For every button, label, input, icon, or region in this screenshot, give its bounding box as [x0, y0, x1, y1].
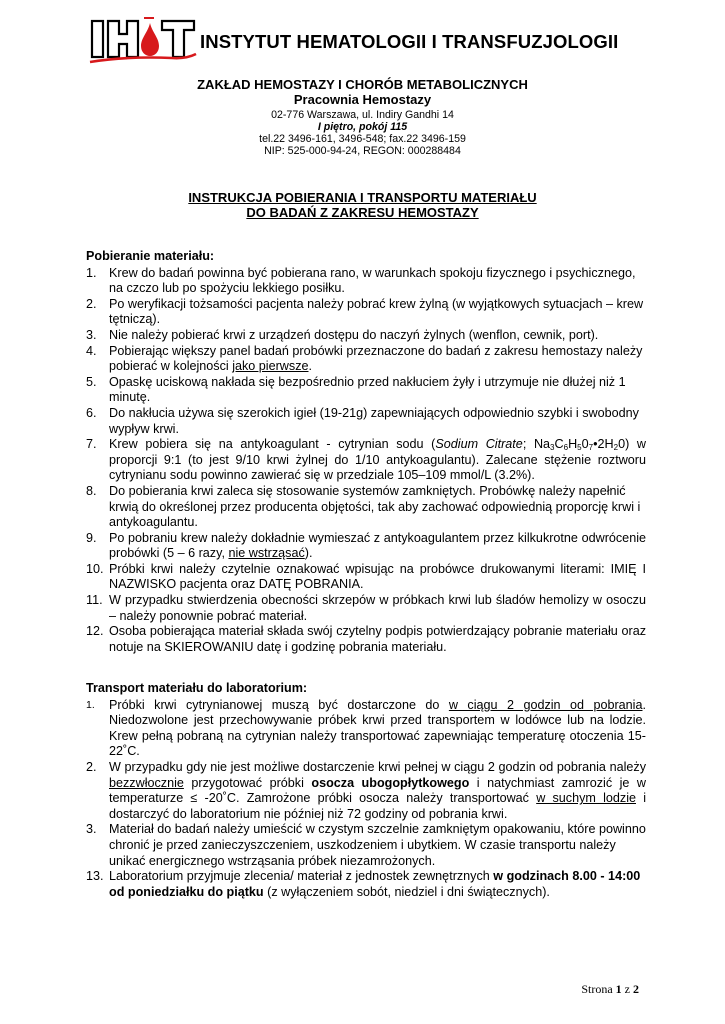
list-item: 13. Laboratorium przyjmuje zlecenia/ materiał z jednostek zewnętrznych w godzinach 8.00 - 14:00 od poniedziałku do piątku (z wyłączeniem sobót, niedziel i dni świątecznych). [86, 869, 641, 899]
transport-list [86, 698, 646, 901]
ihit-logo [88, 14, 200, 64]
department-name: ZAKŁAD HEMOSTAZY I CHORÓB METABOLICZNYCH [197, 77, 528, 92]
document-title-line1: INSTRUKCJA POBIERANIA I TRANSPORTU MATERIAŁU [188, 190, 537, 205]
institute-name: INSTYTUT HEMATOLOGII I TRANSFUZJOLOGII [200, 31, 619, 52]
lab-name: Pracownia Hemostazy [293, 92, 432, 107]
list-item: 1. Krew do badań powinna być pobierana rano, w warunkach spokoju fizycznego i psychicznego, na czczo lub po spożyciu lekkiego posiłku. [86, 265, 636, 296]
list-item: 11. W przypadku stwierdzenia obecności skrzepów w próbkach krwi lub śladów hemolizy w osoczu – należy ponownie pobrać materiał. [86, 593, 646, 623]
list-item: 6. Do nakłucia używa się szerokich igieł (19-21g) zapewniających odpowiednio szybki i swobodny wypływ krwi. [86, 405, 639, 436]
list-item: 10. Próbki krwi należy czytelnie oznakować wpisując na probówce drukowanymi literami: IMIĘ I NAZWISKO pacjenta oraz DATĘ POBRANIA. [86, 561, 646, 592]
letterhead [88, 14, 688, 64]
transport-heading: Transport materiału do laboratorium: [86, 681, 308, 695]
list-item: 3. Materiał do badań należy umieścić w czystym szczelnie zamkniętym opakowaniu, które powinno chronić je przed zanieczyszczeniem, uszkodzeniem i ubytkiem. W czasie transportu należy unikać energicznego wstrząsania próbek niezamrożonych. [86, 822, 646, 868]
nip-regon: NIP: 525-000-94-24, REGON: 000288484 [264, 145, 461, 157]
list-item: 9. Po pobraniu krew należy dokładnie wymieszać z antykoagulantem przez kilkukrotne odwrócenie probówki (5 – 6 razy, nie wstrząsać). [86, 530, 646, 561]
collection-list [86, 266, 646, 656]
page-number: Strona 1 z 2 [581, 982, 639, 996]
list-item: 4. Pobierając większy panel badań probówki przeznaczone do badań z zakresu hemostazy należy pobierać w kolejności jako pierwsze. [86, 343, 643, 374]
list-item: 2. W przypadku gdy nie jest możliwe dostarczenie krwi pełnej w ciągu 2 godzin od pobrania należy bezzwłocznie przygotować próbki osocza ubogopłytkowego i natychmiast zamrozić je w temperaturze ≤ -20˚C. Zamrożone próbki osocza należy transportować w suchym lodzie i dostarczyć do laboratorium nie później niż 72 godziny od pobrania krwi. [86, 759, 647, 821]
collection-heading: Pobieranie materiału: [86, 249, 215, 263]
address: 02-776 Warszawa, ul. Indiry Gandhi 14 [271, 109, 454, 121]
transport-section [86, 681, 646, 900]
phone-fax: tel.22 3496-161, 3496-548; fax.22 3496-159 [259, 133, 466, 145]
list-item: 12. Osoba pobierająca materiał składa swój czytelny podpis potwierdzający pobranie materiału oraz notuje na SKIEROWANIU datę i godzinę pobrania materiału. [86, 624, 646, 654]
list-item: 2. Po weryfikacji tożsamości pacjenta należy pobrać krew żylną (w wyjątkowych sytuacjach – krew tętniczą). [86, 296, 644, 327]
floor-room: I piętro, pokój 115 [317, 121, 408, 133]
list-item: 5. Opaskę uciskową nakłada się bezpośrednio przed nakłuciem żyły i utrzymuje nie dłużej niż 1 minutę. [86, 374, 626, 405]
collection-section [86, 249, 646, 655]
list-item: 1. Próbki krwi cytrynianowej muszą być dostarczone do w ciągu 2 godzin od pobrania. Niedozwolone jest przechowywanie próbek krwi przed transportem w lodówce lub na lodzie. Krew pełną pobraną na cytrynian należy transportować zapewniając temperaturę otoczenia 15-22˚C. [86, 697, 646, 759]
list-item: 3. Nie należy pobierać krwi z urządzeń dostępu do naczyń żylnych (wenflon, cewnik, port). [86, 327, 599, 342]
list-item: 7. Krew pobiera się na antykoagulant - cytrynian sodu (Sodium Citrate; $Na_3C_6H_50_7•2H_20$) w proporcji 9:1 (to jest 9/10 krwi żylnej do 1/10 antykoagulantu). Zalecane stężenie roztworu cytrynianu sodu powinno zawierać się w przedziale 105–109 mmol/L (3.2%). [86, 437, 646, 483]
list-item: 8. Do pobierania krwi zaleca się stosowanie systemów zamkniętych. Probówkę należy napełnić krwią do określonej przez producenta objętości, tak aby zachować odpowiednią proporcję krwi i antykoagulantu. [86, 483, 641, 530]
document-title-line2: DO BADAŃ Z ZAKRESU HEMOSTAZY [246, 205, 479, 220]
